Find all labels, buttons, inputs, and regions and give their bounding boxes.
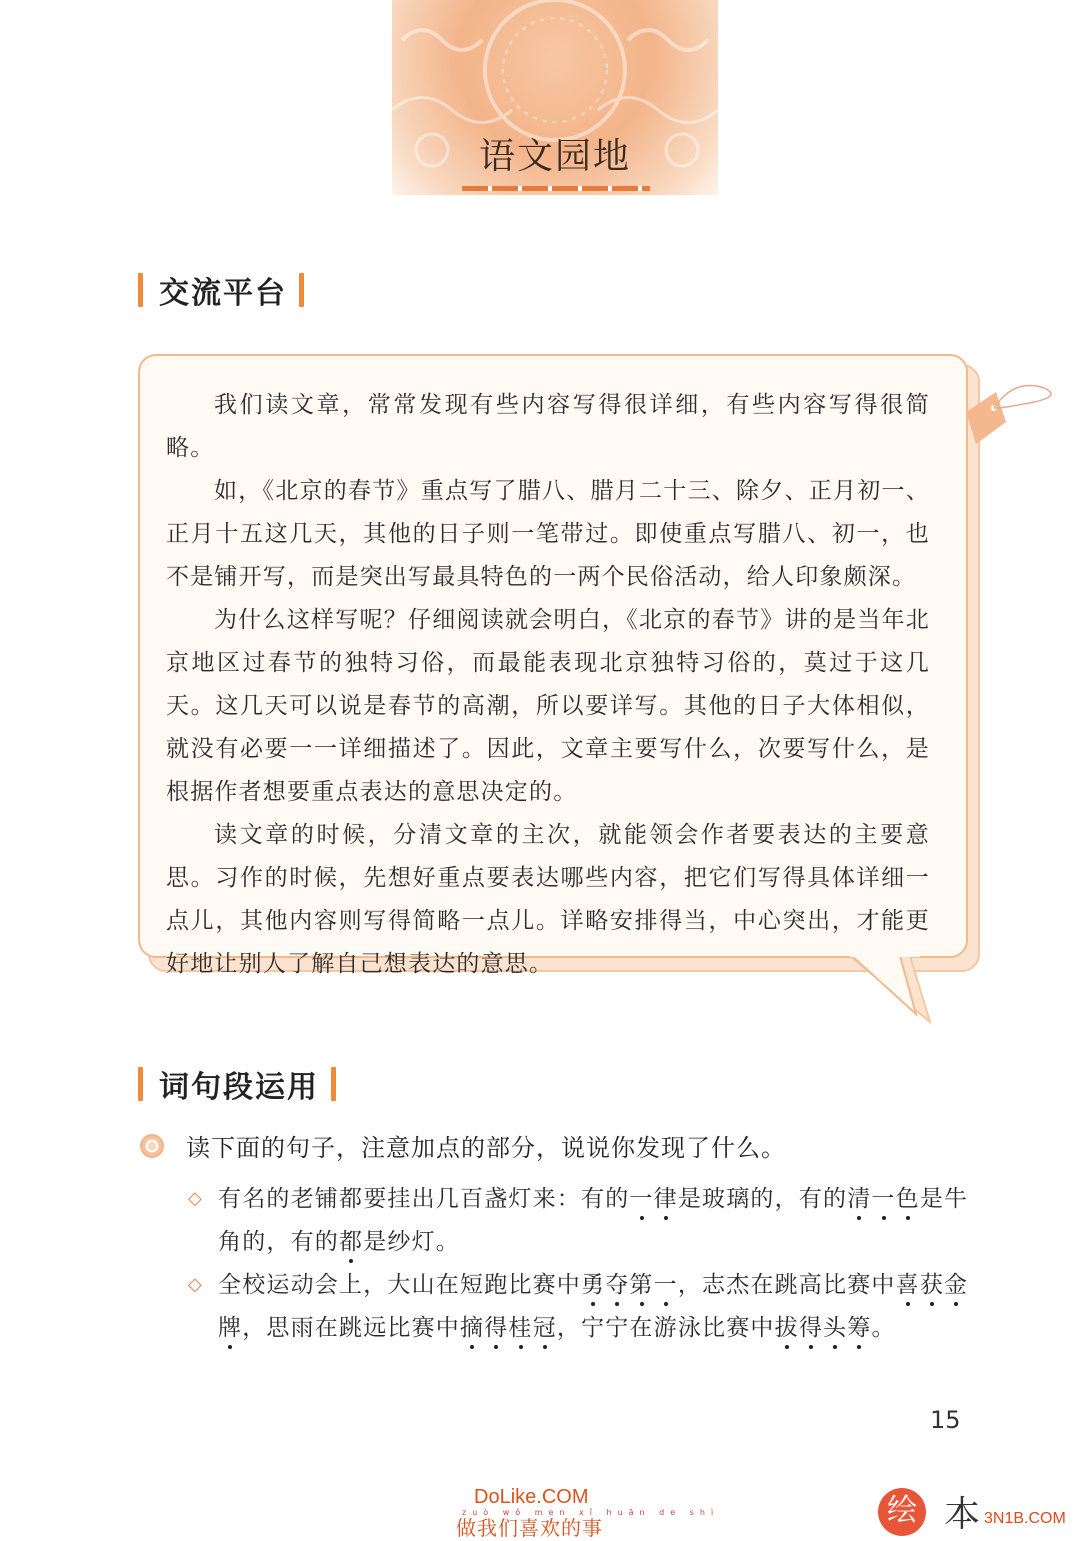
diamond-bullet-icon: ◇ [188, 1188, 202, 1209]
dotted-char: 头 [823, 1315, 848, 1341]
header-banner [392, 0, 718, 195]
sentence-part: 是纱灯。 [363, 1229, 461, 1255]
watermark-site: DoLike.COM [474, 1486, 589, 1508]
section-bar-left [138, 273, 143, 307]
dotted-char: 律 [653, 1186, 678, 1212]
dotted-char: 都 [339, 1229, 364, 1255]
sentence-text [218, 1178, 988, 1264]
dotted-char: 喜 [895, 1272, 920, 1298]
section-bar-right [299, 273, 304, 307]
dotted-char: 第 [629, 1272, 654, 1298]
sentence-part: ，思雨在跳远比赛中 [242, 1315, 461, 1341]
watermark-logo-char: 本 [944, 1494, 981, 1535]
title-underline [462, 186, 650, 191]
example-sentence [188, 1178, 988, 1264]
dotted-char: 得 [798, 1315, 824, 1341]
sentence-text [218, 1264, 988, 1350]
section-header-exchange [138, 268, 304, 312]
example-sentence [188, 1264, 988, 1350]
watermark-slogan: 做我们喜欢的事 [456, 1516, 603, 1540]
sentence-part: 有名的老铺都要挂出几百盏灯来：有的 [218, 1186, 630, 1212]
dotted-phrase [581, 1272, 678, 1298]
task-bullet-icon [140, 1134, 164, 1158]
dotted-phrase [460, 1315, 557, 1341]
dotted-phrase [339, 1229, 363, 1255]
watermark-logo-icon: 绘 [878, 1488, 926, 1536]
page-title: 语文园地 [478, 136, 631, 177]
dotted-char: 冠 [532, 1315, 557, 1341]
dotted-phrase [847, 1186, 920, 1212]
section-title: 词句段运用 [159, 1070, 319, 1105]
dotted-char: 勇 [581, 1272, 606, 1298]
dotted-char: 夺 [605, 1272, 630, 1298]
tag-icon [966, 372, 1066, 472]
sentence-part: 是牛角的，有的 [218, 1186, 969, 1255]
bubble-paragraph: 如，《北京的春节》重点写了腊八、腊月二十三、除夕、正月初一、正月十五这几天，其他的日子则一笔带过。即使重点写腊八、初一，也不是铺开写，而是突出写最具特色的一两个民俗活动，给人印象颇深。 [166, 478, 930, 590]
dotted-char: 获 [919, 1272, 945, 1298]
sentence-part: ，志杰在跳高比赛中 [677, 1272, 896, 1298]
bubble-paragraph: 我们读文章，常常发现有些内容写得很详细，有些内容写得很简略。 [166, 392, 930, 461]
watermark-pinyin: zuò wǒ men xǐ huān de shì [462, 1508, 720, 1517]
dotted-char: 色 [895, 1186, 920, 1212]
dotted-phrase [775, 1315, 872, 1341]
watermark-logo-url: 3N1B.COM [984, 1510, 1066, 1527]
sentence-part: 是玻璃的，有的 [677, 1186, 848, 1212]
sentence-part: 。 [871, 1315, 896, 1341]
dotted-char: 清 [847, 1186, 872, 1212]
section-bar-right [331, 1067, 336, 1101]
dotted-char: 一 [653, 1272, 678, 1298]
dotted-char: 牌 [218, 1315, 243, 1341]
page-number: 15 [930, 1406, 961, 1434]
sentence-part: 全校运动会上，大山在短跑比赛中 [218, 1272, 581, 1298]
bubble-paragraph: 为什么这样写呢？仔细阅读就会明白，《北京的春节》讲的是当年北京地区过春节的独特习俗，而最能表现北京独特习俗的，莫过于这几天。这几天可以说是春节的高潮，所以要详写。其他的日子大体相似，就没有必要一一详细描述了。因此，文章主要写什么，次要写什么，是根据作者想要重点表达的意思决定的。 [166, 607, 930, 805]
dotted-char: 桂 [508, 1315, 533, 1341]
dotted-char: 摘 [460, 1315, 485, 1341]
dotted-char: 一 [629, 1186, 654, 1212]
section-header-usage [138, 1062, 336, 1106]
bubble-tail [850, 956, 940, 1026]
section-title: 交流平台 [159, 276, 287, 311]
dotted-char: 筹 [847, 1315, 872, 1341]
dotted-char: 金 [944, 1272, 969, 1298]
speech-bubble [138, 354, 968, 977]
section-bar-left [138, 1067, 143, 1101]
sentence-part: ，宁宁在游泳比赛中 [556, 1315, 775, 1341]
dotted-char: 拔 [774, 1315, 799, 1341]
dotted-char: 一 [871, 1186, 896, 1212]
bubble-paragraph: 读文章的时候，分清文章的主次，就能领会作者要表达的主要意思。习作的时候，先想好重点要表达哪些内容，把它们写得具体详细一点儿，其他内容则写得简略一点儿。详略安排得当，中心突出，才能更好地让别人了解自己想表达的意思。 [166, 822, 930, 977]
dotted-char: 得 [484, 1315, 509, 1341]
task-instruction [140, 1128, 786, 1163]
diamond-bullet-icon: ◇ [188, 1274, 202, 1295]
task-text: 读下面的句子，注意加点的部分，说说你发现了什么。 [186, 1134, 786, 1162]
dotted-phrase [629, 1186, 677, 1212]
